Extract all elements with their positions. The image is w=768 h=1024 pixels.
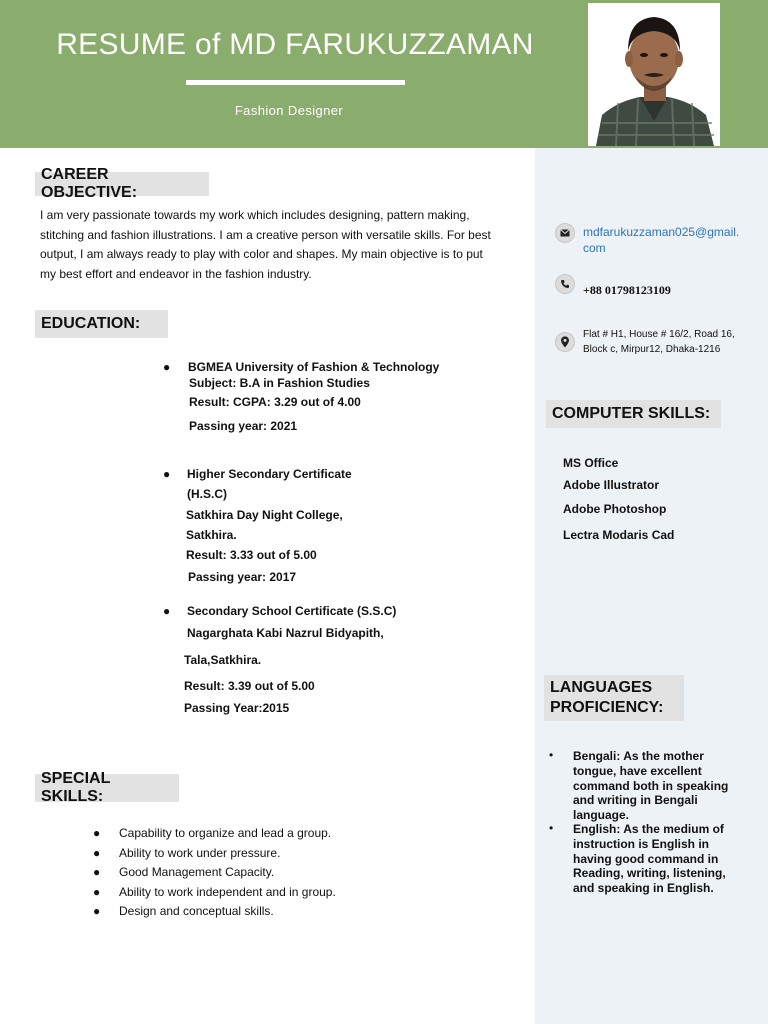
resume-title: RESUME of MD FARUKUZZAMAN — [56, 28, 534, 61]
language-line: English: As the medium of — [573, 822, 724, 836]
career-objective-heading: CAREER OBJECTIVE: — [35, 172, 209, 196]
email-icon — [555, 223, 575, 243]
education-line: Tala,Satkhira. — [184, 653, 262, 667]
list-item: ● Design and conceptual skills. — [93, 904, 274, 918]
languages-heading-line: LANGUAGES — [550, 679, 653, 696]
language-line: tongue, have excellent — [573, 763, 702, 778]
email-line: com — [583, 241, 606, 255]
address-line: Flat # H1, House # 16/2, Road 16, — [583, 329, 735, 340]
career-line: I am very passionate towards my work which includes designing, pattern making, — [40, 208, 470, 222]
languages-heading-line: PROFICIENCY: — [550, 699, 664, 716]
address-line: Block c, Mirpur12, Dhaka-1216 — [583, 344, 721, 355]
job-title: Fashion Designer — [234, 103, 344, 118]
phone-icon — [555, 274, 575, 294]
language-line: and writing in Bengali — [573, 793, 698, 808]
language-item — [573, 822, 748, 896]
email-line: mdfarukuzzaman025@gmail. — [583, 225, 740, 239]
bullet: • — [549, 748, 554, 762]
education-line: BGMEA University of Fashion & Technology — [188, 360, 440, 374]
education-line: Higher Secondary Certificate — [187, 467, 352, 481]
language-line: language. — [573, 808, 630, 823]
language-line: Bengali: As the mother — [573, 749, 704, 763]
bullet: ● — [163, 467, 171, 481]
education-line: (H.S.C) — [187, 487, 227, 501]
language-line: command both in speaking — [573, 778, 729, 793]
title-underline — [186, 80, 405, 85]
education-line: Passing year: 2017 — [188, 570, 297, 584]
language-line: instruction is English in — [573, 836, 710, 851]
career-line: my best effort and endeavor in the fashion industry. — [40, 266, 312, 281]
career-objective-text — [40, 206, 535, 284]
special-skills-heading: SPECIAL SKILLS: — [35, 774, 179, 802]
language-line: having good command in — [573, 851, 719, 866]
list-item: ● Ability to work independent and in group. — [93, 884, 336, 899]
computer-skill: Adobe Illustrator — [563, 478, 660, 492]
career-line: output, I am always ready to play with color and shapes. My main objective is to put — [40, 247, 483, 261]
language-line: Reading, writing, listening, — [573, 866, 726, 881]
education-line: Result: 3.39 out of 5.00 — [184, 679, 315, 693]
phone-number: +88 01798123109 — [583, 283, 671, 297]
language-line: and speaking in English. — [573, 881, 714, 896]
computer-skills-heading: COMPUTER SKILLS: — [546, 400, 721, 428]
list-item: ● Good Management Capacity. — [93, 865, 275, 879]
bullet: • — [549, 821, 554, 835]
education-line: Result: CGPA: 3.29 out of 4.00 — [189, 395, 361, 409]
career-line: stitching and fashion illustrations. I am a creative person with versatile skills. For best — [40, 227, 491, 242]
education-line: Secondary School Certificate (S.S.C) — [187, 604, 397, 618]
education-line: Result: 3.33 out of 5.00 — [186, 548, 317, 562]
education-heading: EDUCATION: — [35, 310, 168, 338]
education-line: Satkhira Day Night College, — [186, 508, 343, 522]
special-skills-list — [93, 826, 336, 924]
bullet: ● — [163, 604, 171, 618]
email-address[interactable] — [583, 224, 739, 256]
education-line: Passing Year:2015 — [184, 701, 290, 715]
education-line: Passing year: 2021 — [189, 419, 298, 433]
profile-photo — [588, 3, 720, 146]
address — [583, 327, 735, 357]
education-line: Subject: B.A in Fashion Studies — [189, 376, 370, 390]
bullet: ● — [163, 360, 171, 374]
computer-skill: MS Office — [563, 456, 619, 470]
computer-skill: Adobe Photoshop — [563, 502, 667, 516]
education-line: Satkhira. — [186, 528, 237, 542]
list-item: ● Ability to work under pressure. — [93, 845, 281, 860]
profile-photo-image — [588, 3, 720, 146]
language-item — [573, 749, 743, 823]
education-line: Nagarghata Kabi Nazrul Bidyapith, — [187, 626, 384, 640]
languages-heading — [544, 675, 684, 721]
list-item: ● Capability to organize and lead a group. — [93, 826, 332, 840]
computer-skill: Lectra Modaris Cad — [563, 528, 675, 542]
location-icon — [555, 332, 575, 352]
